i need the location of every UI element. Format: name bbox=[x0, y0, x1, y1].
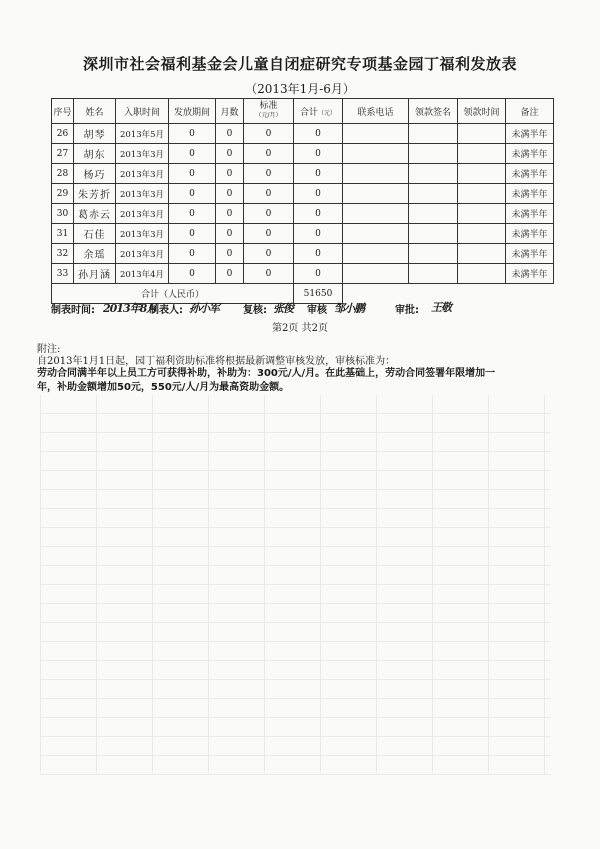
cell-signature bbox=[409, 224, 458, 244]
cell-months: 0 bbox=[216, 164, 244, 184]
notes-label: 附注: bbox=[37, 344, 61, 355]
header-period: 发放期间 bbox=[169, 99, 216, 124]
cell-no: 32 bbox=[52, 244, 74, 264]
table-row bbox=[52, 144, 554, 164]
cell-period: 0 bbox=[169, 244, 216, 264]
cell-phone bbox=[343, 204, 409, 224]
page-number: 第2页 共2页 bbox=[272, 323, 328, 334]
welfare-table bbox=[51, 98, 554, 304]
cell-name: 孙月涵 bbox=[74, 264, 116, 284]
cell-standard: 0 bbox=[244, 224, 294, 244]
approve-label: 审批: bbox=[395, 305, 419, 316]
header-pay-time: 领款时间 bbox=[458, 99, 506, 124]
cell-remark: 未满半年 bbox=[506, 164, 554, 184]
cell-standard: 0 bbox=[244, 124, 294, 144]
cell-remark: 未满半年 bbox=[506, 184, 554, 204]
cell-remark: 未满半年 bbox=[506, 264, 554, 284]
cell-period: 0 bbox=[169, 204, 216, 224]
table-row bbox=[52, 204, 554, 224]
cell-no: 26 bbox=[52, 124, 74, 144]
cell-standard: 0 bbox=[244, 264, 294, 284]
table-row bbox=[52, 264, 554, 284]
header-phone: 联系电话 bbox=[343, 99, 409, 124]
cell-months: 0 bbox=[216, 264, 244, 284]
cell-months: 0 bbox=[216, 144, 244, 164]
document-title: 深圳市社会福利基金会儿童自闭症研究专项基金园丁福利发放表 bbox=[82, 55, 517, 73]
cell-period: 0 bbox=[169, 264, 216, 284]
audit-signature: 邹小鹏 bbox=[334, 302, 364, 315]
cell-total: 0 bbox=[294, 244, 343, 264]
cell-no: 28 bbox=[52, 164, 74, 184]
cell-total: 0 bbox=[294, 184, 343, 204]
cell-total: 0 bbox=[294, 224, 343, 244]
cell-no: 31 bbox=[52, 224, 74, 244]
total-label: 合计（人民币） bbox=[52, 284, 294, 304]
maker-label: 制表人: bbox=[149, 305, 183, 316]
audit-label: 审核 bbox=[307, 305, 327, 316]
header-total-unit: （元） bbox=[318, 109, 337, 117]
header-standard-unit: （元/月） bbox=[255, 112, 282, 119]
cell-pay-time bbox=[458, 184, 506, 204]
cell-name: 石佳 bbox=[74, 224, 116, 244]
table-row bbox=[52, 224, 554, 244]
cell-phone bbox=[343, 264, 409, 284]
cell-start-date: 2013年3月 bbox=[116, 144, 169, 164]
cell-total: 0 bbox=[294, 204, 343, 224]
cell-pay-time bbox=[458, 204, 506, 224]
cell-remark: 未满半年 bbox=[506, 144, 554, 164]
cell-no: 27 bbox=[52, 144, 74, 164]
cell-signature bbox=[409, 144, 458, 164]
cell-start-date: 2013年3月 bbox=[116, 244, 169, 264]
table-row bbox=[52, 184, 554, 204]
header-months: 月数 bbox=[216, 99, 244, 124]
cell-standard: 0 bbox=[244, 164, 294, 184]
table-header-row bbox=[52, 99, 554, 124]
header-signature: 领款签名 bbox=[409, 99, 458, 124]
cell-start-date: 2013年4月 bbox=[116, 264, 169, 284]
cell-months: 0 bbox=[216, 184, 244, 204]
cell-pay-time bbox=[458, 164, 506, 184]
cell-signature bbox=[409, 204, 458, 224]
notes-line-3: 年，补助金额增加50元，550元/人/月为最高资助金额。 bbox=[37, 382, 290, 393]
cell-period: 0 bbox=[169, 124, 216, 144]
header-total bbox=[294, 99, 343, 124]
cell-remark: 未满半年 bbox=[506, 204, 554, 224]
cell-pay-time bbox=[458, 264, 506, 284]
cell-signature bbox=[409, 124, 458, 144]
cell-phone bbox=[343, 224, 409, 244]
approve-signature: 王敬 bbox=[431, 301, 451, 314]
cell-pay-time bbox=[458, 244, 506, 264]
cell-signature bbox=[409, 184, 458, 204]
cell-name: 葛赤云 bbox=[74, 204, 116, 224]
cell-name: 朱芳折 bbox=[74, 184, 116, 204]
review-signature: 张俊 bbox=[273, 302, 293, 315]
cell-standard: 0 bbox=[244, 204, 294, 224]
cell-standard: 0 bbox=[244, 244, 294, 264]
cell-months: 0 bbox=[216, 224, 244, 244]
table-row bbox=[52, 164, 554, 184]
cell-total: 0 bbox=[294, 164, 343, 184]
cell-total: 0 bbox=[294, 124, 343, 144]
cell-start-date: 2013年3月 bbox=[116, 224, 169, 244]
header-no: 序号 bbox=[52, 99, 74, 124]
cell-no: 33 bbox=[52, 264, 74, 284]
cell-start-date: 2013年5月 bbox=[116, 124, 169, 144]
cell-total: 0 bbox=[294, 264, 343, 284]
header-standard bbox=[244, 99, 294, 124]
cell-remark: 未满半年 bbox=[506, 224, 554, 244]
cell-period: 0 bbox=[169, 144, 216, 164]
cell-signature bbox=[409, 264, 458, 284]
cell-pay-time bbox=[458, 224, 506, 244]
cell-standard: 0 bbox=[244, 184, 294, 204]
cell-period: 0 bbox=[169, 184, 216, 204]
header-standard-label: 标准 bbox=[259, 101, 278, 111]
cell-remark: 未满半年 bbox=[506, 124, 554, 144]
cell-signature bbox=[409, 244, 458, 264]
cell-no: 29 bbox=[52, 184, 74, 204]
cell-phone bbox=[343, 164, 409, 184]
cell-signature bbox=[409, 164, 458, 184]
cell-start-date: 2013年3月 bbox=[116, 184, 169, 204]
made-time-handwritten: 2013年8月 bbox=[103, 302, 157, 315]
header-total-label: 合计 bbox=[299, 107, 318, 118]
total-value: 51650 bbox=[294, 284, 343, 304]
cell-no: 30 bbox=[52, 204, 74, 224]
cell-name: 胡琴 bbox=[74, 124, 116, 144]
cell-months: 0 bbox=[216, 124, 244, 144]
cell-remark: 未满半年 bbox=[506, 244, 554, 264]
header-start-date: 入职时间 bbox=[116, 99, 169, 124]
cell-period: 0 bbox=[169, 224, 216, 244]
cell-phone bbox=[343, 184, 409, 204]
made-time-label: 制表时间: bbox=[51, 305, 95, 316]
notes-line-1: 自2013年1月1日起，园丁福利资助标准将根据最新调整审核发放，审核标准为： bbox=[37, 356, 396, 367]
cell-pay-time bbox=[458, 124, 506, 144]
cell-standard: 0 bbox=[244, 144, 294, 164]
cell-start-date: 2013年3月 bbox=[116, 204, 169, 224]
cell-start-date: 2013年3月 bbox=[116, 164, 169, 184]
cell-period: 0 bbox=[169, 164, 216, 184]
header-name: 姓名 bbox=[74, 99, 116, 124]
maker-signature: 孙小军 bbox=[189, 302, 219, 315]
table-row bbox=[52, 124, 554, 144]
cell-name: 余瑶 bbox=[74, 244, 116, 264]
cell-phone bbox=[343, 144, 409, 164]
cell-pay-time bbox=[458, 144, 506, 164]
table-row bbox=[52, 244, 554, 264]
cell-phone bbox=[343, 124, 409, 144]
cell-name: 胡东 bbox=[74, 144, 116, 164]
bleed-through-background bbox=[40, 395, 550, 775]
header-remark: 备注 bbox=[506, 99, 554, 124]
cell-phone bbox=[343, 244, 409, 264]
cell-total: 0 bbox=[294, 144, 343, 164]
review-label: 复核: bbox=[243, 305, 267, 316]
notes-line-2: 劳动合同满半年以上员工方可获得补助，补助为：300元/人/月。在此基础上，劳动合同签署年限增加一 bbox=[37, 368, 496, 379]
cell-name: 杨巧 bbox=[74, 164, 116, 184]
cell-months: 0 bbox=[216, 204, 244, 224]
cell-months: 0 bbox=[216, 244, 244, 264]
document-period: （2013年1月-6月） bbox=[245, 82, 355, 96]
